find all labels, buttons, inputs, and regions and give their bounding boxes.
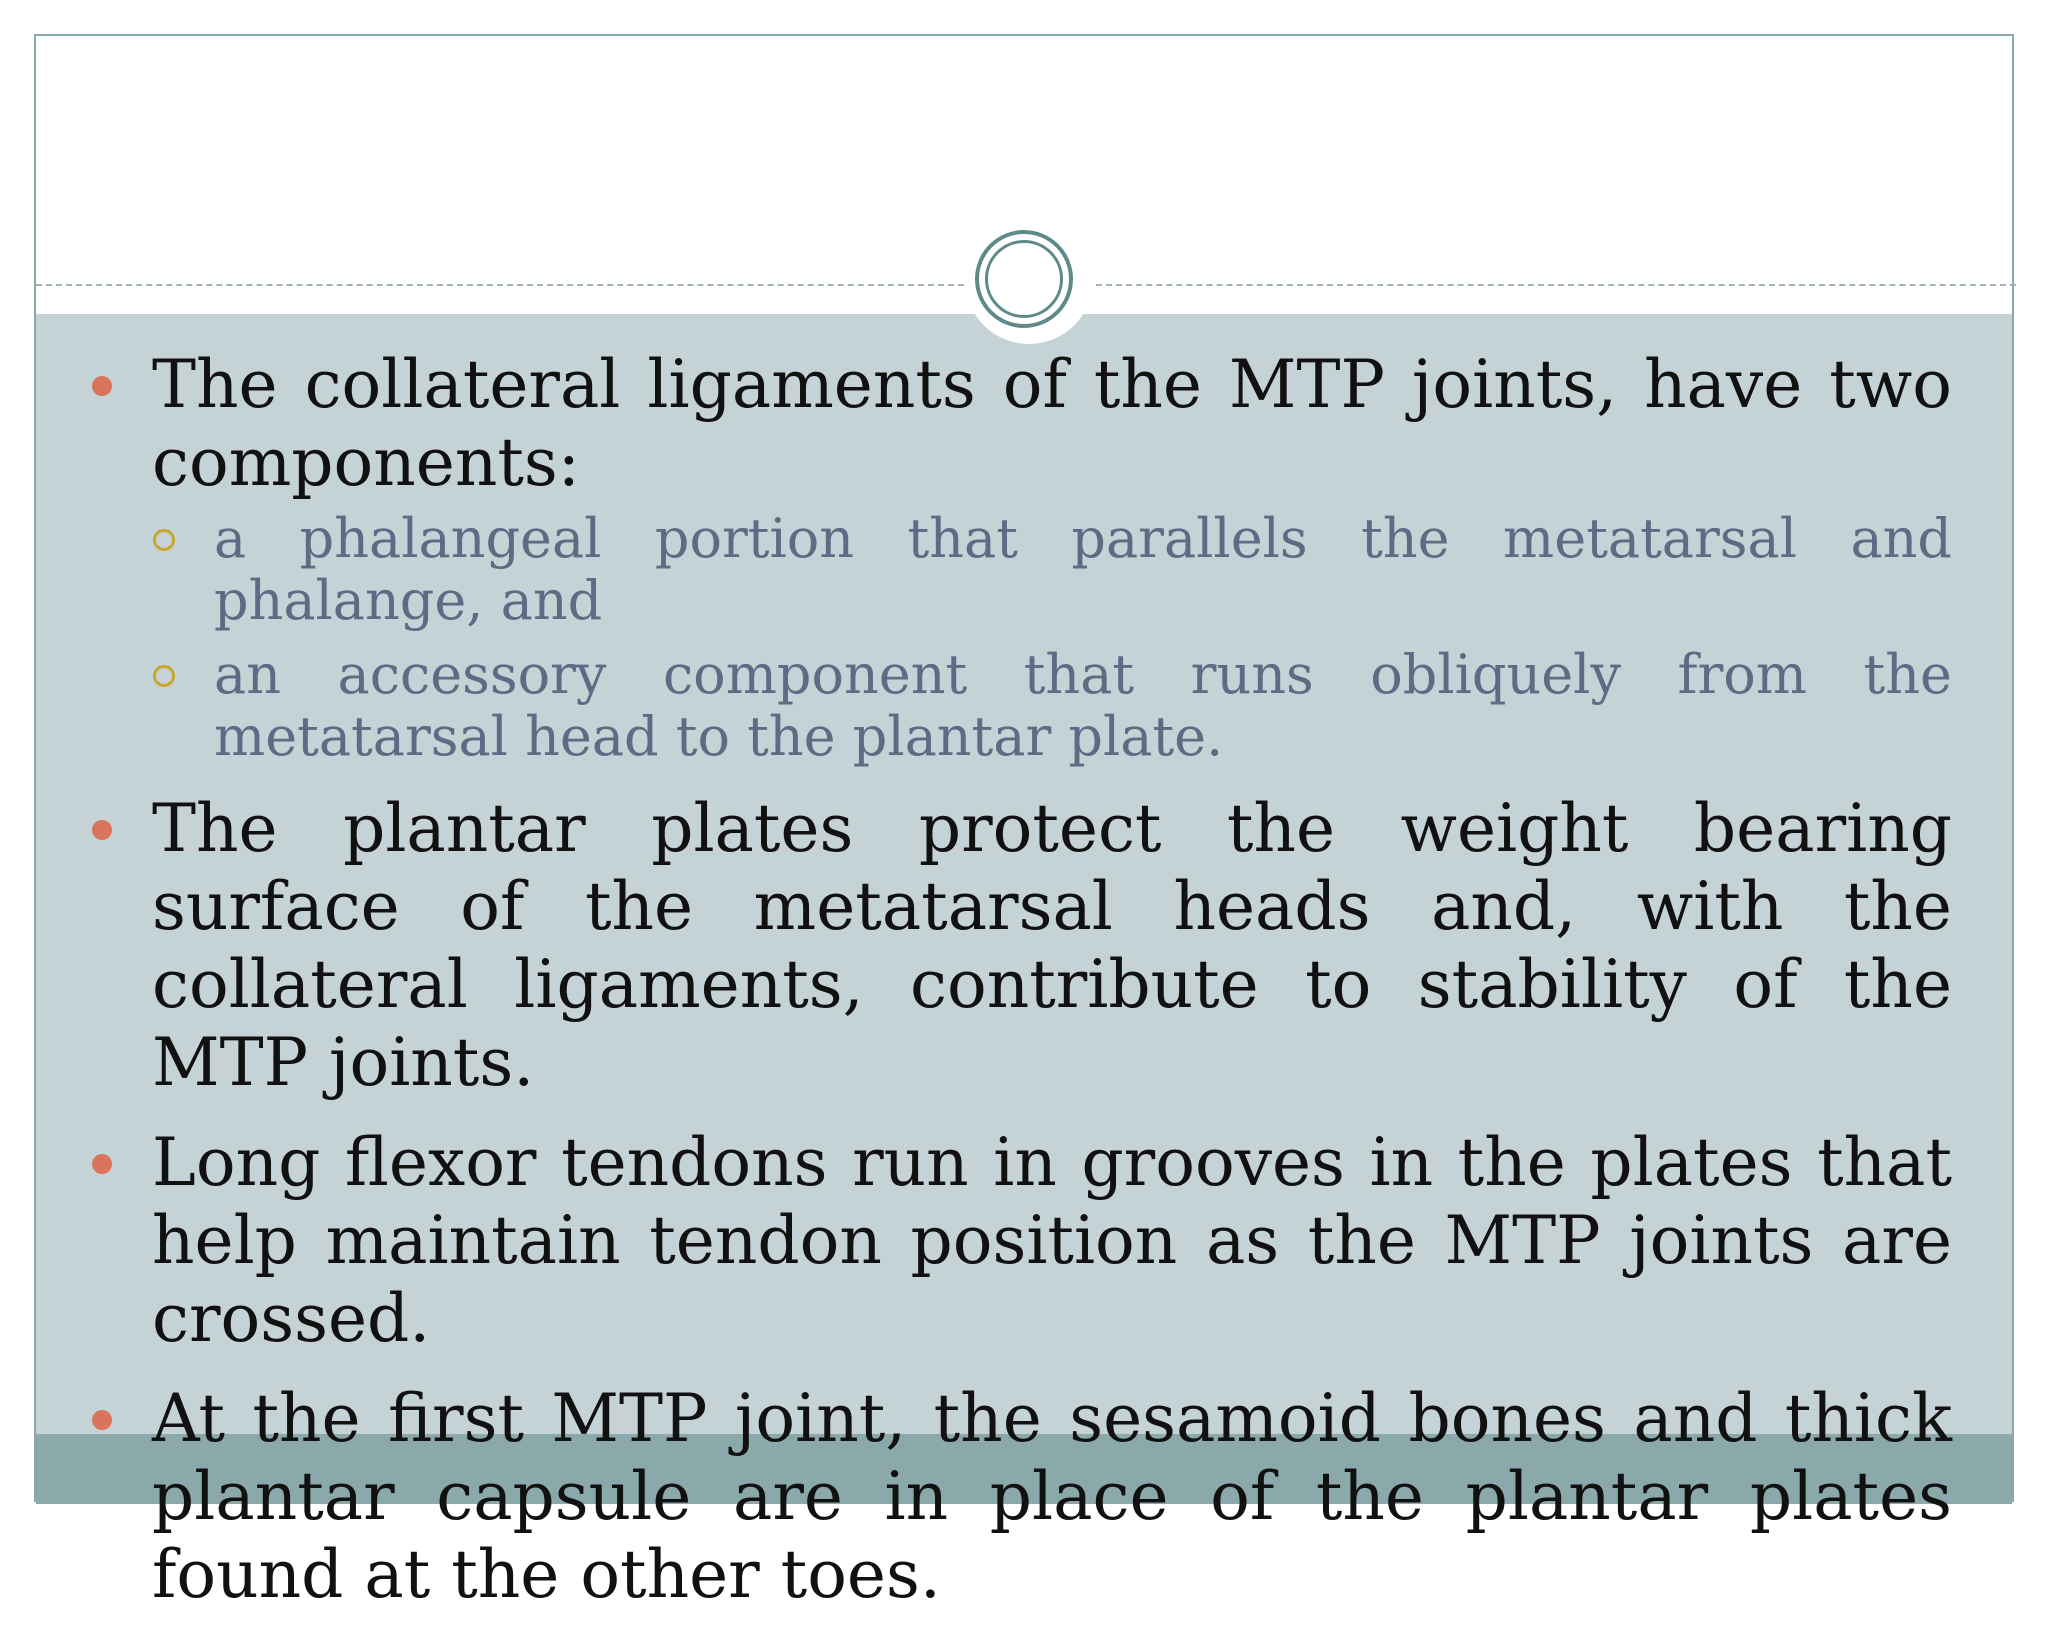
sub-bullet-ring-icon <box>153 665 175 687</box>
sub-bullet-list <box>152 508 1952 768</box>
sub-bullet-accessory-component <box>214 644 1952 768</box>
sub-bullet-text: an accessory component that runs obliquely from the metatarsal head to the plantar plate. <box>214 643 1952 768</box>
sub-bullet-text: a phalangeal portion that parallels the metatarsal and phalange, and <box>214 507 1952 632</box>
bullet-text: Long flexor tendons run in grooves in the plates that help maintain tendon position as the MTP joints are crossed. <box>152 1124 1952 1357</box>
bullet-item-collateral-ligaments <box>152 346 1952 768</box>
bullet-text: At the first MTP joint, the sesamoid bones and thick plantar capsule are in place of the plantar plates found at the other toes. <box>152 1380 1952 1613</box>
bullet-item-first-mtp-joint <box>152 1380 1952 1614</box>
divider-line-right <box>1096 284 2016 286</box>
bullet-text: The collateral ligaments of the MTP joints, have two components: <box>152 346 1952 501</box>
circle-ornament-inner-icon <box>985 240 1063 318</box>
bullet-dot-icon <box>92 1154 112 1174</box>
bullet-dot-icon <box>92 820 112 840</box>
bullet-dot-icon <box>92 1410 112 1430</box>
bullet-dot-icon <box>92 376 112 396</box>
bullet-item-plantar-plates <box>152 790 1952 1102</box>
bullet-text: The plantar plates protect the weight bearing surface of the metatarsal heads and, with the collateral ligaments, contribute to stability of the MTP joints. <box>152 790 1952 1101</box>
bullet-item-flexor-tendons <box>152 1124 1952 1358</box>
sub-bullet-ring-icon <box>153 529 175 551</box>
slide <box>34 34 2014 1613</box>
divider-line-left <box>36 284 964 286</box>
bullet-list <box>36 346 2012 1636</box>
sub-bullet-phalangeal-portion <box>214 508 1952 632</box>
